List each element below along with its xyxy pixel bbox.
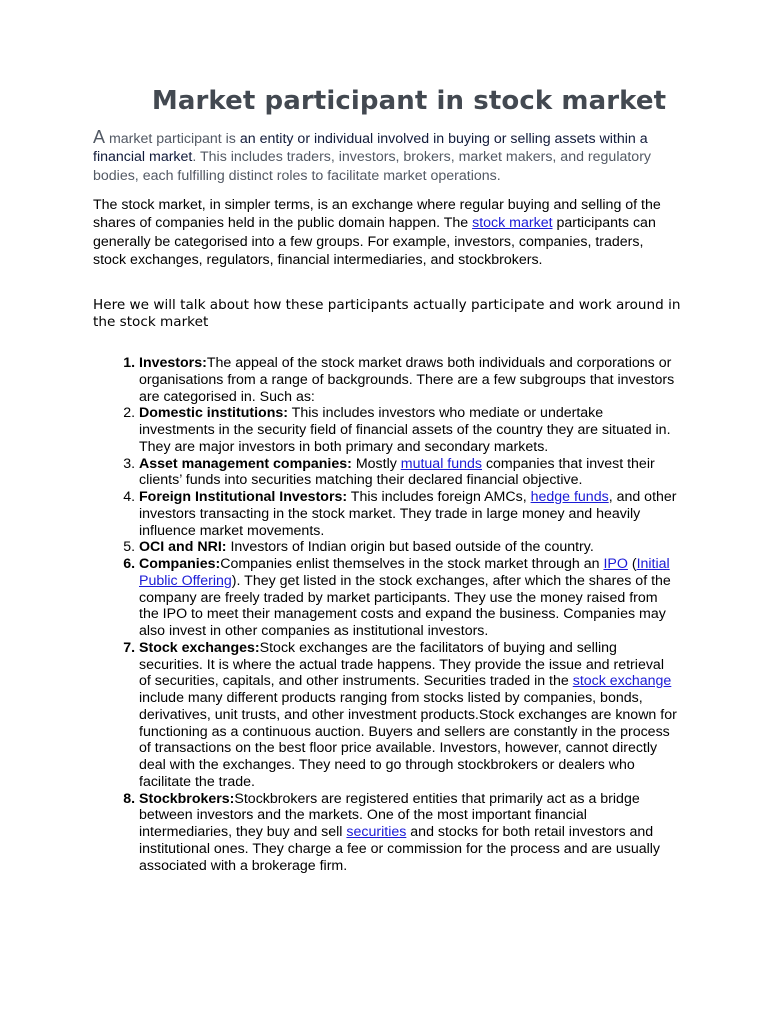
- intro-definition: an entity or individual involved in buying or selling assets within a financial market: [93, 131, 648, 166]
- desc-oci-nri: Investors of Indian origin but based outside of the country.: [226, 539, 594, 556]
- desc-stockbrokers-after: and stocks for both retail investors and institutional ones. They charge a fee or commission for the process and are usually associated with a brokerage firm.: [139, 824, 661, 874]
- desc-stockbrokers-before: Stockbrokers are registered entities that primarily act as a bridge between investors and the markets. One of the most important financial intermediaries, they buy and sell: [139, 790, 640, 840]
- term-fii: Foreign Institutional Investors:: [139, 489, 348, 505]
- desc-companies-before: Companies enlist themselves in the stock market through an: [220, 556, 604, 572]
- desc-investors: The appeal of the stock market draws both individuals and corporations or organisations from a range of backgrounds. There are a few subgroups that investors are categorised in. Such as:: [139, 355, 675, 405]
- desc-companies-after: ). They get listed in the stock exchanges, after which the shares of the company are freely traded by market participants. They use the money raised from the IPO to meet their management costs and expand the business. Companies may also invest in other companies as institutional investors.: [139, 572, 671, 639]
- intro-text-2: . This includes traders, investors, brokers, market makers, and regulatory bodies, each fulfilling distinct roles to facilitate market operations.: [93, 149, 652, 184]
- para2-text-before: The stock market, in simpler terms, is an exchange where regular buying and selling of the shares of companies held in the public domain happen. The: [93, 197, 661, 232]
- list-item-stockbrokers: [139, 791, 679, 875]
- participants-intro-paragraph: Here we will talk about how these participants actually participate and work around in the stock market: [93, 297, 681, 330]
- list-item-companies: [139, 556, 679, 640]
- list-item-domestic-institutions: [139, 405, 679, 455]
- stock-market-link[interactable]: stock market: [472, 215, 553, 232]
- desc-fii-before: This includes foreign AMCs,: [347, 489, 531, 505]
- mutual-funds-link[interactable]: mutual funds: [400, 455, 482, 472]
- stock-exchange-link[interactable]: stock exchange: [572, 673, 672, 690]
- desc-asset-management-after: companies that invest their clients’ funds into securities matching their declared financial objective.: [139, 455, 655, 489]
- term-investors: Investors:: [139, 355, 207, 371]
- term-domestic-institutions: Domestic institutions:: [139, 405, 288, 422]
- list-item-investors: [139, 355, 679, 405]
- desc-stock-exchanges-after: include many different products ranging from stocks listed by companies, bonds, derivatives, unit trusts, and other investment products.Stock exchanges are known for functioning as a continuous auction. Buyers and sellers are constantly in the process of transactions on the best floor price available. Investors, however, cannot directly deal with the exchanges. They need to go through stockbrokers or dealers who facilitate the trade.: [139, 690, 677, 790]
- initial-public-offering-link[interactable]: Initial Public Offering: [139, 556, 670, 589]
- page-title: Market participant in stock market: [151, 86, 667, 116]
- desc-asset-management-before: Mostly: [351, 455, 401, 472]
- term-oci-nri: OCI and NRI:: [139, 539, 227, 556]
- term-stock-exchanges: Stock exchanges:: [139, 639, 260, 656]
- stock-market-paragraph: [93, 196, 675, 270]
- intro-text-1: market participant is: [105, 131, 240, 147]
- hedge-funds-link[interactable]: hedge funds: [530, 489, 609, 505]
- para2-text-after: participants can generally be categorised into a few groups. For example, investors, companies, traders, stock exchanges, regulators, financial intermediaries, and stockbrokers.: [93, 215, 656, 269]
- intro-paragraph: [93, 128, 668, 185]
- desc-companies-mid: (: [627, 556, 637, 572]
- list-item-oci-nri: [139, 539, 679, 556]
- ipo-link[interactable]: IPO: [603, 556, 628, 572]
- list-item-asset-management: [139, 456, 679, 490]
- intro-first-letter: A: [93, 127, 106, 147]
- participants-list: [139, 355, 679, 874]
- term-asset-management: Asset management companies:: [139, 455, 352, 472]
- securities-link[interactable]: securities: [346, 824, 407, 840]
- term-companies: Companies:: [139, 556, 221, 572]
- desc-stock-exchanges-before: Stock exchanges are the facilitators of buying and selling securities. It is where the actual trade happens. They provide the issue and retrieval of securities, capitals, and other instruments. Securities traded in the: [139, 639, 664, 690]
- desc-fii-after: , and other investors transacting in the stock market. They trade in large money and heavily influence market movements.: [139, 489, 677, 539]
- list-item-stock-exchanges: [139, 640, 679, 791]
- desc-domestic-institutions: This includes investors who mediate or undertake investments in the security field of financial assets of the country they are situated in. They are major investors in both primary and secondary markets.: [139, 405, 671, 455]
- term-stockbrokers: Stockbrokers:: [139, 790, 235, 807]
- list-item-fii: [139, 489, 679, 539]
